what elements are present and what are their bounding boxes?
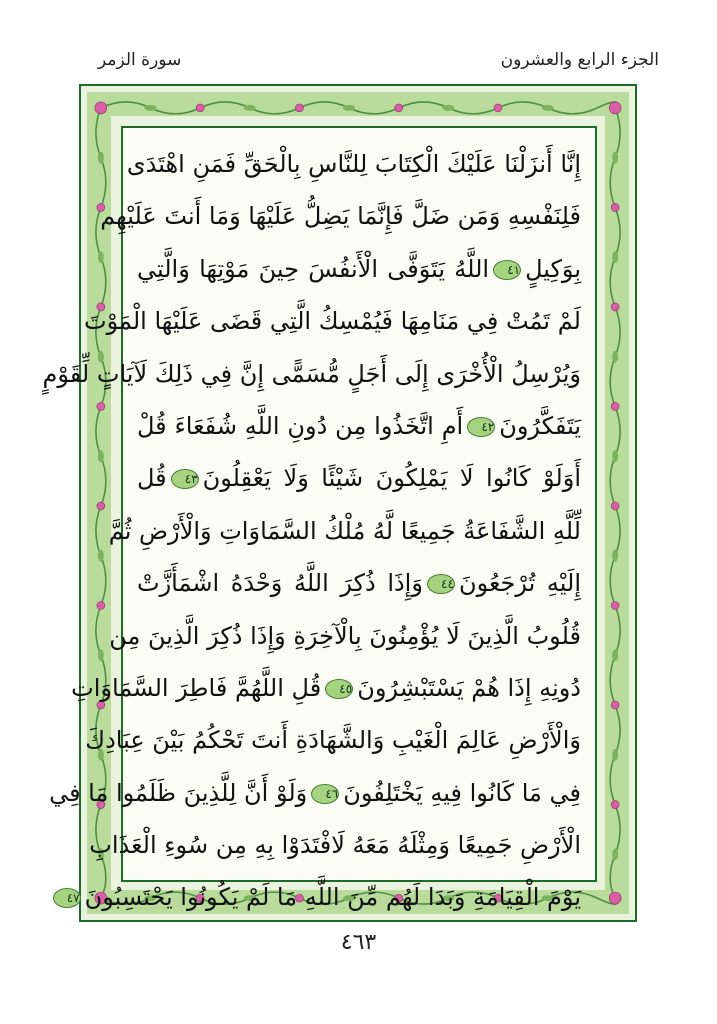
verse-text: يَوْمَ الْقِيَامَةِ وَبَدَا لَهُم مِّنَ اللَّهِ مَا لَمْ يَكُونُوا يَحْتَسِبُونَ bbox=[84, 883, 581, 912]
verse-text: قُلُوبُ الَّذِينَ لَا يُؤْمِنُونَ بِالْآخِرَةِ وَإِذَا ذُكِرَ الَّذِينَ مِن bbox=[109, 621, 581, 650]
verse-text: وَإِذَا ذُكِرَ اللَّهُ وَحْدَهُ اشْمَأَزَّتْ bbox=[137, 569, 423, 598]
verse-line bbox=[137, 452, 581, 504]
verse-text: لِّلَّهِ الشَّفَاعَةُ جَمِيعًا لَّهُ مُلْكُ السَّمَاوَاتِ وَالْأَرْضِ ثُمَّ bbox=[108, 516, 581, 545]
page-frame bbox=[42, 84, 637, 922]
ayah-number-marker: ٤٧ bbox=[53, 888, 81, 908]
ayah-number-marker: ٤٢ bbox=[467, 417, 495, 437]
verse-text: فِي مَا كَانُوا فِيهِ يَخْتَلِفُونَ bbox=[343, 778, 581, 807]
verse-text-panel bbox=[42, 126, 597, 912]
verse-text: لَمْ تَمُتْ فِي مَنَامِهَا فَيُمْسِكُ الَّتِي قَضَى عَلَيْهَا الْمَوْتَ bbox=[83, 307, 581, 336]
verse-line bbox=[108, 505, 581, 557]
ayah-number-marker: ٤٣ bbox=[171, 469, 199, 489]
verse-line bbox=[42, 348, 581, 400]
page-number: ٤٦٣ bbox=[340, 930, 377, 955]
verse-line bbox=[49, 767, 581, 819]
verse-line bbox=[109, 610, 581, 662]
verse-text: إِلَيْهِ تُرْجَعُونَ bbox=[458, 569, 581, 598]
ayah-number-marker: ٤٤ bbox=[427, 574, 455, 594]
verse-text: دُونِهِ إِذَا هُمْ يَسْتَبْشِرُونَ bbox=[357, 673, 581, 702]
verse-text: فَلِنَفْسِهِ وَمَن ضَلَّ فَإِنَّمَا يَضِلُّ عَلَيْهَا وَمَا أَنتَ عَلَيْهِم bbox=[100, 202, 581, 231]
verse-line bbox=[83, 295, 581, 347]
ayah-number-marker: ٤١ bbox=[493, 260, 521, 280]
verse-text: قُلِ اللَّهُمَّ فَاطِرَ السَّمَاوَاتِ bbox=[71, 673, 322, 702]
verse-line bbox=[137, 400, 581, 452]
verse-text: وَيُرْسِلُ الْأُخْرَى إِلَى أَجَلٍ مُّسَمًّى إِنَّ فِي ذَلِكَ لَآيَاتٍ لِّقَوْمٍ bbox=[42, 359, 581, 388]
verse-line bbox=[137, 557, 581, 609]
verse-text: اللَّهُ يَتَوَفَّى الْأَنفُسَ حِينَ مَوْتِهَا وَالَّتِي bbox=[137, 254, 490, 283]
verse-text: وَلَوْ أَنَّ لِلَّذِينَ ظَلَمُوا مَا فِي bbox=[49, 778, 308, 807]
verse-text: الْأَرْضِ جَمِيعًا وَمِثْلَهُ مَعَهُ لَافْتَدَوْا بِهِ مِن سُوءِ الْعَذَابِ bbox=[89, 831, 581, 860]
verse-text: بِوَكِيلٍ bbox=[525, 254, 581, 283]
verse-text: أَوَلَوْ كَانُوا لَا يَمْلِكُونَ شَيْئًا وَلَا يَعْقِلُونَ bbox=[202, 464, 581, 493]
verse-line bbox=[100, 190, 581, 242]
juz-title: الجزء الرابع والعشرون bbox=[500, 50, 659, 70]
verse-text: قُل bbox=[137, 464, 167, 493]
verse-text: إِنَّا أَنزَلْنَا عَلَيْكَ الْكِتَابَ لِلنَّاسِ بِالْحَقِّ فَمَنِ اهْتَدَى bbox=[126, 150, 581, 178]
verse-line bbox=[66, 871, 581, 923]
verse-line bbox=[71, 662, 581, 714]
verse-text: أَمِ اتَّخَذُوا مِن دُونِ اللَّهِ شُفَعَاءَ قُلْ bbox=[137, 411, 464, 440]
ayah-number-marker: ٤٦ bbox=[311, 784, 339, 804]
verse-lines bbox=[42, 138, 581, 924]
verse-line bbox=[137, 243, 581, 295]
verse-line bbox=[89, 819, 581, 871]
ayah-number-marker: ٤٥ bbox=[325, 679, 353, 699]
verse-text: يَتَفَكَّرُونَ bbox=[499, 411, 581, 440]
surah-name: سورة الزمر bbox=[98, 50, 182, 70]
verse-line bbox=[126, 138, 581, 190]
verse-line bbox=[85, 714, 581, 766]
verse-text: وَالْأَرْضِ عَالِمَ الْغَيْبِ وَالشَّهَادَةِ أَنتَ تَحْكُمُ بَيْنَ عِبَادِكَ bbox=[85, 726, 581, 755]
